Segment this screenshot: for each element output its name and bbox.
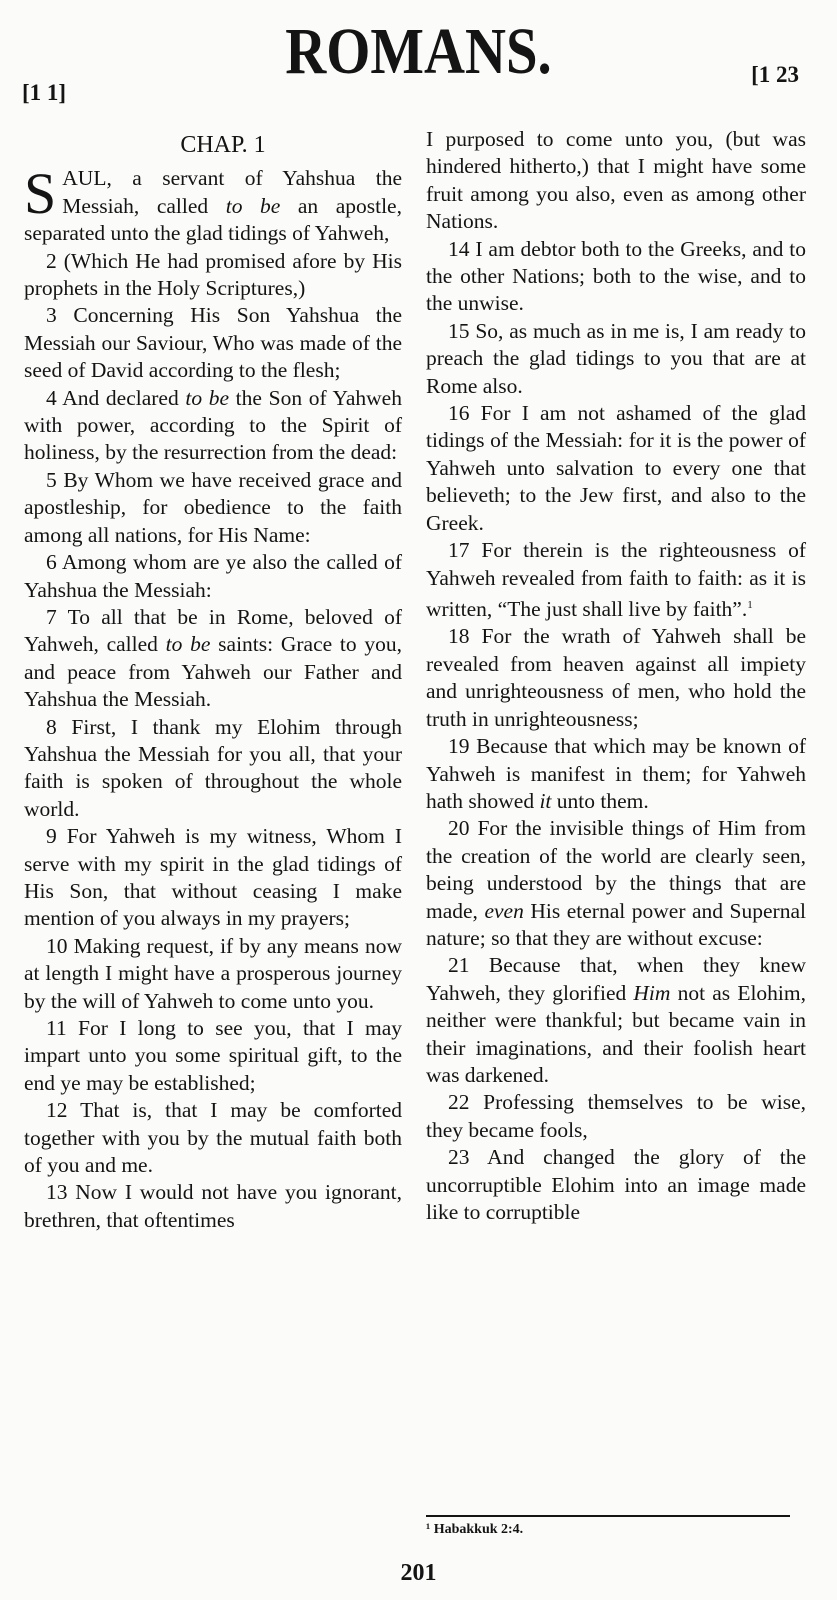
page-number: 201 bbox=[400, 1560, 437, 1586]
footnote: ¹ Habakkuk 2:4. bbox=[426, 1522, 524, 1537]
verse-14: 14 I am debtor both to the Greeks, and to the other Nations; both to the wise, and to the unwise. bbox=[426, 236, 806, 316]
verse-13-continued: I purposed to come unto you, (but was hindered hitherto,) that I might have some fruit among you also, even as among other Nations. bbox=[426, 127, 806, 234]
verse-12: 12 That is, that I may be comforted together with you by the mutual faith both of you and me. bbox=[24, 1098, 402, 1178]
running-head-right: [1 23 bbox=[751, 62, 799, 87]
verse-3: 3 Concerning His Son Yahshua the Messiah our Saviour, Who was made of the seed of David according to the flesh; bbox=[24, 303, 402, 383]
verse-6: 6 Among whom are ye also the called of Yahshua the Messiah: bbox=[24, 550, 402, 602]
verse-1: SAUL, a servant of Yahshua the Messiah, called to be an apostle, separated unto the glad tidings of Yahweh, bbox=[24, 161, 402, 246]
verse-7: 7 To all that be in Rome, beloved of Yahweh, called to be saints: Grace to you, and peace from Yahweh our Father and Yahshua the Messiah. bbox=[24, 604, 402, 712]
footnote-divider bbox=[426, 1515, 790, 1517]
drop-cap: S bbox=[24, 161, 57, 227]
verse-23: 23 And changed the glory of the uncorruptible Elohim into an image made like to corruptible bbox=[426, 1145, 806, 1224]
verse-21: 21 Because that, when they knew Yahweh, they glorified Him not as Elohim, neither were thankful; but became vain in their imaginations, and their foolish heart was darkened. bbox=[426, 953, 806, 1087]
right-column bbox=[426, 126, 806, 1226]
left-column bbox=[24, 132, 402, 1234]
verse-10: 10 Making request, if by any means now at length I might have a prosperous journey by the will of Yahweh to come unto you. bbox=[24, 933, 402, 1013]
verse-19: 19 Because that which may be known of Yahweh is manifest in them; for Yahweh hath showed it unto them. bbox=[426, 734, 806, 813]
verse-5: 5 By Whom we have received grace and apostleship, for obedience to the faith among all nations, for His Name: bbox=[24, 467, 402, 547]
verse-13: 13 Now I would not have you ignorant, brethren, that oftentimes bbox=[24, 1180, 402, 1232]
verse-22: 22 Professing themselves to be wise, they became fools, bbox=[426, 1090, 806, 1142]
footnote-marker: 1 bbox=[747, 598, 753, 611]
verse-20: 20 For the invisible things of Him from the creation of the world are clearly seen, being understood by the things that are made, even His eternal power and Supernal nature; so that they are without excuse: bbox=[426, 816, 806, 950]
verse-15: 15 So, as much as in me is, I am ready to preach the glad tidings to you that are at Rome also. bbox=[426, 318, 806, 398]
verse-4: 4 And declared to be the Son of Yahweh with power, according to the Spirit of holiness, by the resurrection from the dead: bbox=[24, 385, 402, 465]
verse-11: 11 For I long to see you, that I may impart unto you some spiritual gift, to the end ye may be established; bbox=[24, 1016, 402, 1095]
verse-2: 2 (Which He had promised afore by His prophets in the Holy Scriptures,) bbox=[24, 248, 402, 301]
verse-16: 16 For I am not ashamed of the glad tidings of the Messiah: for it is the power of Yahweh unto salvation to every one that believeth; to the Jew first, and also to the Greek. bbox=[426, 401, 806, 535]
verse-18: 18 For the wrath of Yahweh shall be revealed from heaven against all impiety and unrighteousness of men, who hold the truth in unrighteousness; bbox=[426, 624, 806, 731]
running-head-left: [1 1] bbox=[22, 80, 67, 105]
verse-9: 9 For Yahweh is my witness, Whom I serve with my spirit in the glad tidings of His Son, that without ceasing I make mention of you always in my prayers; bbox=[24, 824, 402, 931]
verse-17: 17 For therein is the righteousness of Yahweh revealed from faith to faith: as it is written, “The just shall live by faith”.$^1$ bbox=[426, 538, 806, 622]
chapter-heading: CHAP. 1 bbox=[180, 132, 266, 158]
book-title: ROMANS. bbox=[285, 15, 552, 88]
verse-8: 8 First, I thank my Elohim through Yahshua the Messiah for you all, that your faith is spoken of throughout the whole world. bbox=[24, 714, 402, 821]
